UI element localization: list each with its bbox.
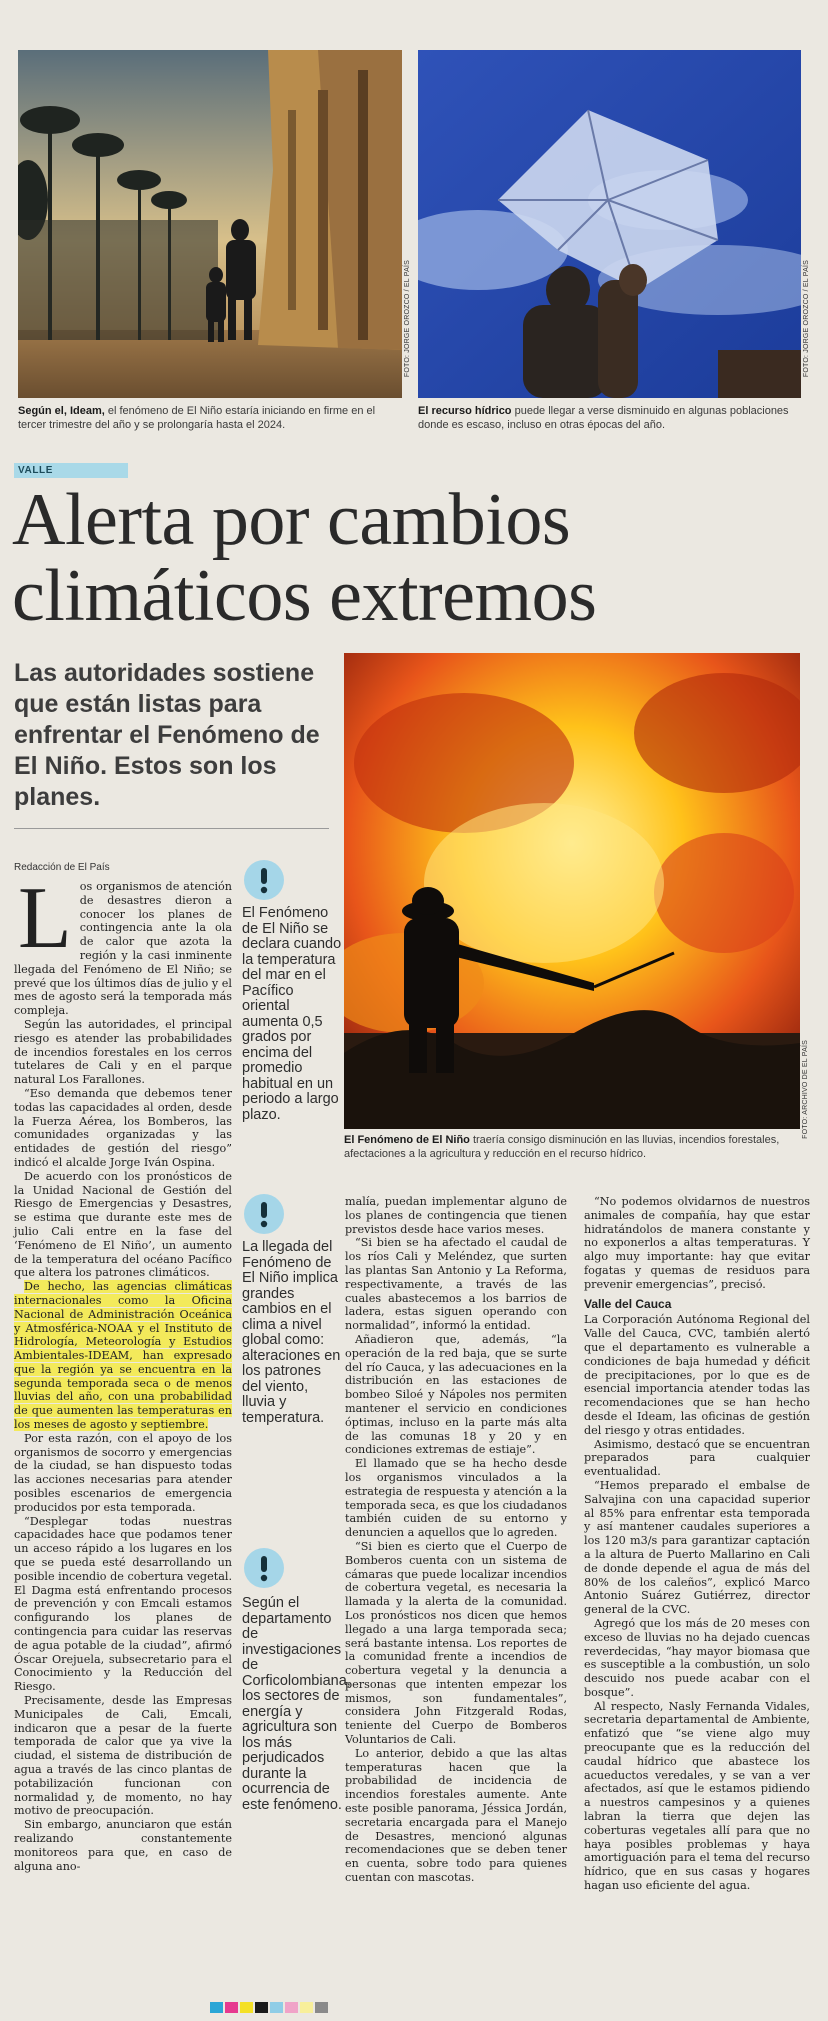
color-swatch: [315, 2002, 328, 2013]
byline: Redacción de El País: [14, 862, 110, 873]
caption-top-left: [18, 404, 404, 432]
sidebar-fact-1: El Fenómeno de El Niño se declara cuando la temperatura del mar en el Pacífico oriental aumenta 0,5 grados por encima del promedio habitual en un periodo a largo plazo.: [242, 905, 342, 1123]
col4-paragraph-2: La Corporación Autónoma Regional del Valle del Cauca, CVC, también alertó que el departamento es vulnerable a condiciones de baja humedad y déficit de precipitaciones, por lo que es de esencial importancia atender todas las recomendaciones que se han hecho desde el Ideam, las oficinas de gestión del riesgo y otras entidades.: [584, 1313, 810, 1437]
article-column-1: [14, 870, 232, 1873]
col3-paragraph-3: Añadieron que, además, “la operación de la red baja, que se surte del río Cauca, y las adecuaciones en la distribución en las estaciones de bombeo Siloé y Nápoles nos permiten mantener el servicio en condiciones óptimas, incluso en la parte más alta de las comunas 18 y 20 y en condiciones extremas de estiaje”.: [345, 1332, 567, 1457]
col4-paragraph-1: “No podemos olvidarnos de nuestros animales de compañía, hay que estar hidratándolos de manera constante y no exponerlos a altas temperaturas. Y algo muy importante: hay que evitar fogatas y quemas de residuos para prevenir emergencias”, precisó.: [584, 1195, 810, 1291]
subhead: Las autoridades sostiene que están listas para enfrentar el Fenómeno de El Niño. Estos son los planes.: [14, 659, 320, 811]
col1-paragraph-9: Sin embargo, anunciaron que están realizando constantemente monitoreos para que, en caso de alguna ano-: [14, 1818, 232, 1873]
caption-fire-text: traería consigo disminución en las lluvias, incendios forestales, afectaciones a la agricultura y reducción en el recurso hídrico.: [344, 1134, 780, 1160]
color-swatch: [255, 2002, 268, 2013]
photo-credit-fire: FOTO: ARCHIVO DE EL PAÍS: [802, 1040, 809, 1139]
sidebar-fact-2: La llegada del Fenómeno de El Niño implica grandes cambios en el clima a nivel global como: alteraciones en los patrones del viento, lluvia y temperatura.: [242, 1239, 341, 1426]
photo-umbrella: [418, 50, 801, 398]
col1-paragraph-7: “Desplegar todas nuestras capacidades hace que podamos tener un acceso rápido a los lugares en los que se pueda esté desarrollando un posible incendio de cobertura vegetal. El Dagma está enfrentando procesos de prevención y con Emcali estamos configurando los planes de contingencia para cuidar las reservas de agua potable de la ciudad”, afirmó Óscar Orejuela, subsecretario para el Conocimiento y la Reducción del Riesgo.: [14, 1514, 232, 1694]
col3-paragraph-6: Lo anterior, debido a que las altas temperaturas hacen que la probabilidad de incidencia de incendios forestales aumente. Ante este posible panorama, Jéssica Jordán, secretaria encargada para el Manejo de Desastres, mencionó algunas recomendaciones que se deben tener en cuenta, sobre todo para quienes cuentan con mascotas.: [345, 1746, 567, 1885]
col4-paragraph-6: Al respecto, Nasly Fernanda Vidales, secretaria departamental de Ambiente, enfatizó que “se viene algo muy preocupante que es la reducción del caudal hídrico que abastece los acueductos veredales, y se van a ver afectados, así que le estamos pidiendo a nuestros campesinos y a quienes labran la tierra que dejen las coberturas vegetales allí para que no haya posibles problemas y haya amortiguación para el tema del recurso hídrico, que en sus casas y hogares hagan uso eficiente del agua.: [584, 1699, 810, 1893]
col1-paragraph-2: Según las autoridades, el principal riesgo es atender las probabilidades de incendios forestales en los cerros tutelares de Cali y en el parque natural Los Farallones.: [14, 1017, 232, 1087]
color-swatch: [225, 2002, 238, 2013]
col4-paragraph-3: Asimismo, destacó que se encuentran preparados para cualquier eventualidad.: [584, 1437, 810, 1479]
color-swatch: [300, 2002, 313, 2013]
alert-icon-3: [244, 1548, 284, 1588]
col3-paragraph-5: “Si bien es cierto que el Cuerpo de Bomberos cuenta con un sistema de cámaras que puede localizar incendios de cobertura vegetal, es necesaria la llamada y la alerta de la comunidad. Los pronósticos nos dicen que hemos llegado a una larga temporada seca; será bastante intensa. Los reportes de la comunidad frente a incendios de cobertura vegetal y la denuncia a personas que intenten empezar los mismos, son fundamentales”, considera John Fitzgerald Rodas, teniente del Cuerpo de Bomberos Voluntarios de Cali.: [345, 1539, 567, 1747]
col4-paragraph-5: Agregó que los más de 20 meses con exceso de lluvias no ha dejado cuencas reverdecidas, “hay mayor biomasa que es susceptible a la combustión, un solo descuido nos puede acabar con el bosque”.: [584, 1616, 810, 1699]
dropcap: L: [18, 870, 72, 967]
col3-paragraph-4: El llamado que se ha hecho desde los organismos vinculados a la estrategia de respuesta y atención a la temporada seca, es que los ciudadanos también cuiden de su entorno y denuncien a aquellos que lo agreden.: [345, 1457, 567, 1540]
col1-highlighted-paragraph: De hecho, las agencias climáticas internacionales como la Oficina Nacional de Administración Oceánica y Atmosférica-NOAA y el Instituto de Hidrología, Meteorología y Estudios Ambientales-IDEAM, han expresado que la región ya se encuentra en la segunda temporada seca o de menos lluvias del año, con una probabilidad de que aumenten las temperaturas en los meses de agosto y septiembre.: [14, 1280, 232, 1432]
col1-paragraph-3: “Eso demanda que debemos tener todas las capacidades al orden, desde la Fuerza Aérea, los Bomberos, las comunidades organizadas y las entidades de gestión del riesgo” indicó el alcalde Jorge Iván Ospina.: [14, 1086, 232, 1169]
color-swatch: [210, 2002, 223, 2013]
col3-paragraph-2: “Si bien se ha afectado el caudal de los ríos Cali y Meléndez, que surten las plantas San Antonio y La Reforma, respectivamente, a través de las cuales abastecemos a los barrios de ladera, estas siguen operando con normalidad”, informó la entidad.: [345, 1236, 567, 1333]
caption-top-left-lead: Según el, Ideam,: [18, 405, 105, 417]
col1-paragraph-1: os organismos de atención de desastres dieron a conocer los planes de contingencia ante la ola de calor que azota la región y la casi inminente llegada del Fenómeno de El Niño; se prevé que los últimos días de julio y el mes de agosto será la temporada más compleja.: [14, 880, 232, 1018]
article-column-3: [345, 1195, 567, 1885]
photo-firefighter: [344, 653, 800, 1129]
photo-credit-top-left: FOTO: JORGE OROZCO / EL PAÍS: [404, 260, 411, 378]
caption-top-right: [418, 404, 803, 432]
col1-paragraph-4: De acuerdo con los pronósticos de la Unidad Nacional de Gestión del Riesgo de Emergencias y Desastres, se estima que durante este mes de julio Cali entre en la fase del ‘Fenómeno de El Niño’, un aumento de la temperatura del océano Pacífico que altera los patrones climáticos.: [14, 1169, 232, 1280]
col1-paragraph-8: Precisamente, desde las Empresas Municipales de Cali, Emcali, indicaron que a pesar de la fuerte temporada de calor que ya vive la ciudad, el sistema de distribución de agua a través de las cinco plantas de potabilización funcionan con normalidad y, de momento, no hay motivo de preocupación.: [14, 1694, 232, 1818]
color-swatch: [240, 2002, 253, 2013]
caption-fire-lead: El Fenómeno de El Niño: [344, 1134, 470, 1146]
sidebar-fact-3: Según el departamento de investigaciones de Corficolombiana, los sectores de energía y agricultura son los más perjudicados durante la ocurrencia de este fenómeno.: [242, 1595, 351, 1813]
col4-paragraph-4: “Hemos preparado el embalse de Salvajina con una capacidad superior al 85% para enfrentar esta temporada y así mantener caudales superiores a los 120 m3/s para garantizar captación a la altura de Puerto Mallarino en Cali de donde depende el agua de más del 80% de los caleños”, explicó Marco Antonio Suárez Gutiérrez, director general de la CVC.: [584, 1478, 810, 1617]
caption-top-right-lead: El recurso hídrico: [418, 405, 512, 417]
headline-line-1: Alerta por cambios: [12, 479, 571, 561]
alert-icon-1: [244, 860, 284, 900]
article-column-4: [584, 1195, 810, 1893]
headline-line-2: climáticos extremos: [12, 555, 597, 637]
color-swatch: [270, 2002, 283, 2013]
col4-subtitle: Valle del Cauca: [584, 1296, 672, 1311]
headline: [12, 479, 712, 637]
subhead-rule: [14, 828, 329, 829]
col1-paragraph-6: Por esta razón, con el apoyo de los organismos de socorro y emergencias de la ciudad, se han dispuesto todas las acciones necesarias para atender posibles escenarios de emergencia producidos por esta temporada.: [14, 1431, 232, 1514]
caption-fire: [344, 1133, 792, 1161]
alert-icon-2: [244, 1194, 284, 1234]
photo-credit-top-right: FOTO: JORGE OROZCO / EL PAÍS: [803, 260, 810, 378]
caption-top-right-text: puede llegar a verse disminuido en algunas poblaciones donde es escaso, incluso en otras épocas del año.: [418, 405, 789, 431]
photo-palm-street: [18, 50, 402, 398]
color-swatch: [285, 2002, 298, 2013]
section-tag: VALLE: [14, 463, 128, 478]
caption-top-left-text: el fenómeno de El Niño estaría iniciando en firme en el tercer trimestre del año y se prolongaría hasta el 2024.: [18, 405, 376, 431]
col3-paragraph-1: malía, puedan implementar alguno de los planes de contingencia que tienen previstos desde hace varios meses.: [345, 1195, 567, 1236]
